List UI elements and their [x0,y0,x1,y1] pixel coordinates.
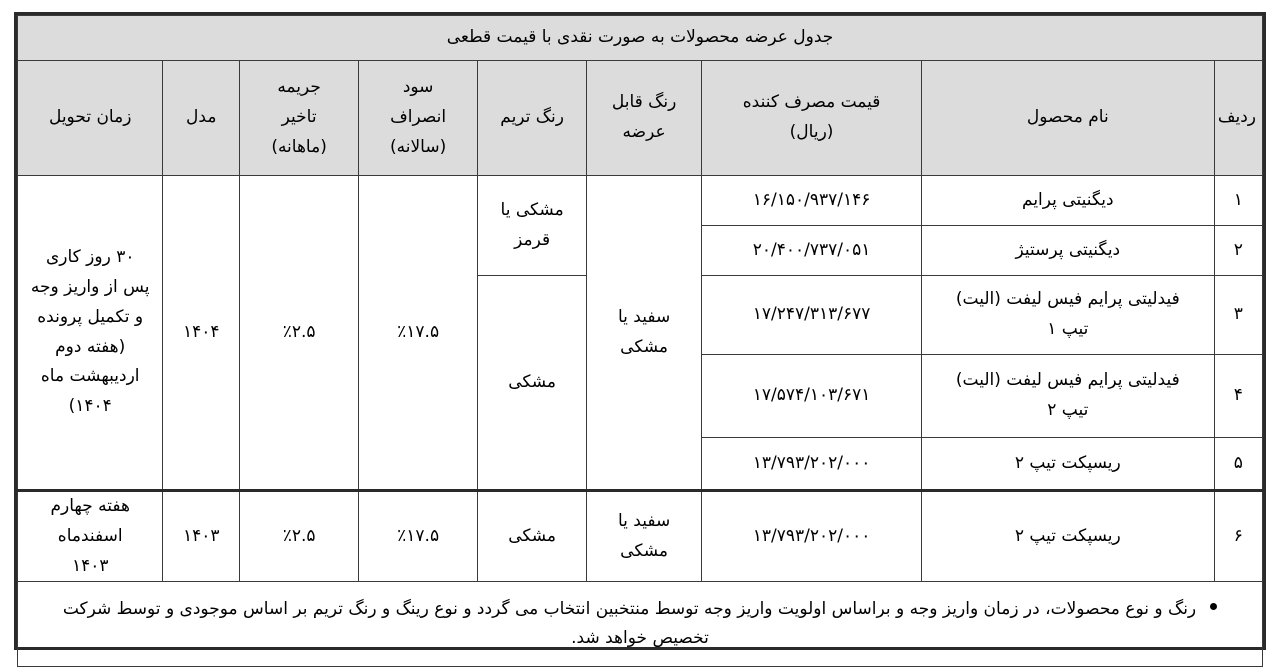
consumer-price: ۲۰/۴۰۰/۷۳۷/۰۵۱ [702,226,922,276]
note-line1 [24,595,1256,625]
header-delivery-time: زمان تحویل [18,61,163,176]
note-text-1: رنگ و نوع محصولات، در زمان واریز وجه و براساس اولویت واریز وجه توسط منتخبین انتخاب می گردد و نوع رینگ و رنگ تریم بر اساس موجودی و توسط شرکت [62,598,1197,619]
product-name-line2: تیپ ۱ [1047,319,1089,339]
delay-penalty-group1: ٪۲.۵ [240,176,359,491]
trim-color: مشکی [478,491,587,582]
header-delay-penalty [240,61,359,176]
delivery-line: (هفته دوم [55,336,126,357]
product-name: ریسپکت تیپ ۲ [922,491,1215,582]
header-trim-color: رنگ تریم [478,61,587,176]
delivery-line: اردیبهشت ماه [40,366,140,387]
consumer-price: ۱۶/۱۵۰/۹۳۷/۱۴۶ [702,176,922,226]
header-price-line2: (ریال) [789,122,834,142]
consumer-price: ۱۳/۷۹۳/۲۰۲/۰۰۰ [702,491,922,582]
table-title: جدول عرضه محصولات به صورت نقدی با قیمت قطعی [18,16,1263,61]
header-profit-line3: (سالانه) [390,136,447,157]
model-group1: ۱۴۰۴ [163,176,240,491]
trim-a-line1: مشکی یا [500,199,564,220]
available-color: سفید یا مشکی [587,491,702,582]
header-price-line1: قیمت مصرف کننده [742,92,881,113]
header-color-line1: رنگ قابل [611,92,677,113]
product-offer-table [17,15,1263,667]
delay-penalty: ٪۲.۵ [240,491,359,582]
cancellation-profit: ٪۱۷.۵ [359,491,478,582]
delivery-line2: ۱۴۰۳ [71,555,109,576]
product-name: دیگنیتی پرستیژ [922,226,1215,276]
note-cell [18,582,1263,667]
row-number: ۴ [1214,355,1262,438]
header-available-color [587,61,702,176]
available-color-group1 [587,176,702,491]
table-row [18,491,1263,582]
header-consumer-price [702,61,922,176]
trim-a-line2: قرمز [514,229,551,250]
model: ۱۴۰۳ [163,491,240,582]
bullet-icon [1210,603,1217,610]
product-name-line1: فیدلیتی پرایم فیس لیفت (الیت) [955,289,1180,310]
note-row [18,582,1263,667]
header-color-line2: عرضه [622,122,666,142]
product-name: ریسپکت تیپ ۲ [922,438,1215,491]
row-number: ۱ [1214,176,1262,226]
offer-table-frame [14,12,1266,650]
delivery-line: پس از واریز وجه [30,277,150,297]
delivery-time [18,491,163,582]
header-profit-line1: سود [402,77,434,98]
trim-color-b: مشکی [478,276,587,491]
trim-color-a [478,176,587,276]
note-line2: تخصیص خواهد شد. [571,628,709,649]
table-row [18,176,1263,226]
header-penalty-line3: (ماهانه) [271,136,327,157]
header-model: مدل [163,61,240,176]
row-number: ۳ [1214,276,1262,355]
color-line1: سفید یا [617,306,671,327]
cancellation-profit-group1: ٪۱۷.۵ [359,176,478,491]
header-profit-line2: انصراف [390,107,447,128]
header-cancellation-profit [359,61,478,176]
header-product-name: نام محصول [922,61,1215,176]
row-number: ۵ [1214,438,1262,491]
product-name-line1: فیدلیتی پرایم فیس لیفت (الیت) [955,370,1180,391]
product-name-line2: تیپ ۲ [1047,400,1089,420]
header-penalty-line2: تاخیر [281,107,317,128]
consumer-price: ۱۷/۵۷۴/۱۰۳/۶۷۱ [702,355,922,438]
header-row [18,61,1263,176]
consumer-price: ۱۳/۷۹۳/۲۰۲/۰۰۰ [702,438,922,491]
row-number: ۶ [1214,491,1262,582]
product-name: دیگنیتی پرایم [922,176,1215,226]
delivery-line: ۳۰ روز کاری [45,247,135,268]
delivery-line: و تکمیل پرونده [37,306,144,327]
delivery-line1: هفته چهارم اسفندماه [50,496,130,546]
color-line2: مشکی [620,336,669,357]
consumer-price: ۱۷/۲۴۷/۳۱۳/۶۷۷ [702,276,922,355]
row-number: ۲ [1214,226,1262,276]
header-penalty-line1: جریمه [277,77,321,98]
delivery-line: ۱۴۰۴) [68,396,112,416]
product-name [922,276,1215,355]
product-name [922,355,1215,438]
header-row-number: ردیف [1214,61,1262,176]
delivery-time-group1 [18,176,163,491]
